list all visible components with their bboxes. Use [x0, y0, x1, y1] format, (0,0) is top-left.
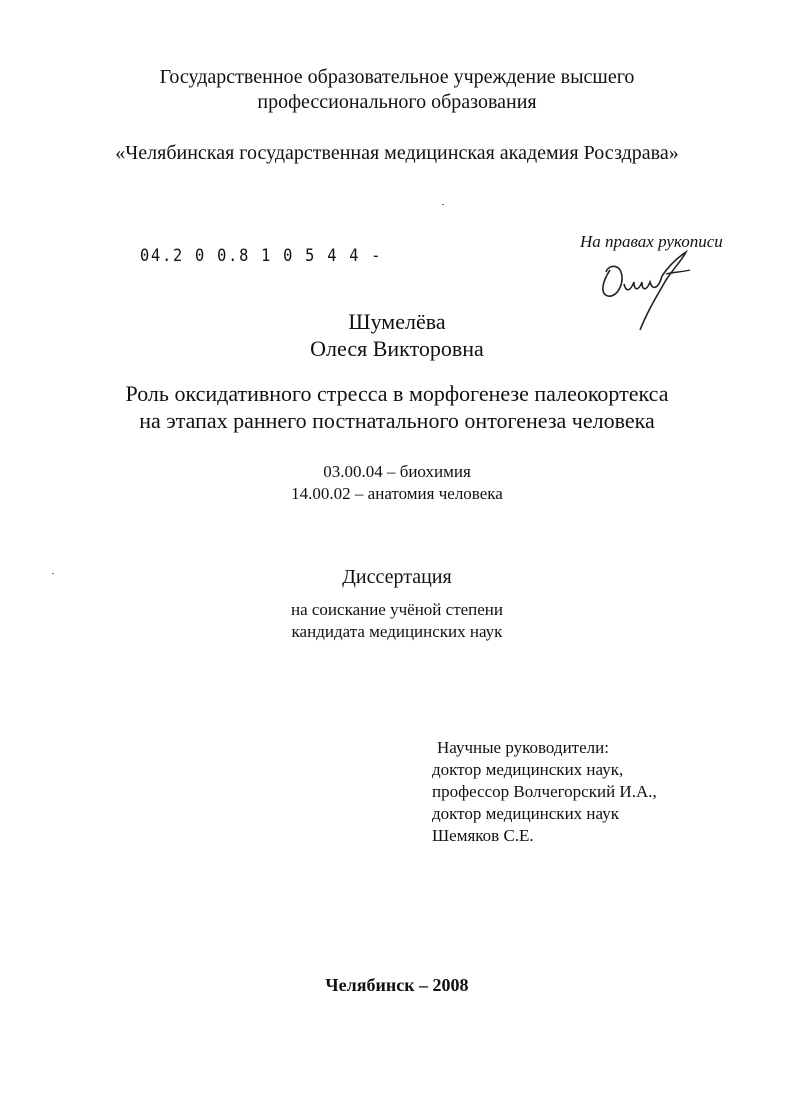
thesis-title-line-1: Роль оксидативного стресса в морфогенезе палеокортекса [125, 381, 669, 406]
supervisor-line: доктор медицинских наук [432, 804, 619, 823]
supervisors-heading: Научные руководители: [437, 738, 609, 757]
supervisor-line: Шемяков С.Е. [432, 826, 534, 845]
degree-line-1: на соискание учёной степени [290, 600, 504, 619]
thesis-title-line-2: на этапах раннего постнатального онтогенеза человека [139, 408, 655, 433]
city-year: Челябинск – 2008 [325, 975, 469, 995]
degree-line-2: кандидата медицинских наук [291, 622, 503, 641]
document-type: Диссертация [342, 566, 452, 588]
scan-speck [442, 204, 444, 205]
institution-line-2: профессионального образования [257, 91, 537, 113]
supervisor-line: профессор Волчегорский И.А., [432, 782, 657, 801]
institution-line-1: Государственное образовательное учреждение высшего [159, 66, 635, 88]
manuscript-note: На правах рукописи [580, 232, 723, 251]
specialty-2: 14.00.02 – анатомия человека [291, 484, 503, 503]
author-name: Олеся Викторовна [310, 336, 484, 361]
specialty-1: 03.00.04 – биохимия [323, 462, 471, 481]
academy-name: «Челябинская государственная медицинская академия Росздрава» [115, 142, 679, 164]
author-surname: Шумелёва [348, 309, 446, 334]
supervisor-line: доктор медицинских наук, [432, 760, 624, 779]
registration-stamp: 04.2 0 0.8 1 0 5 4 4 - [140, 246, 383, 266]
